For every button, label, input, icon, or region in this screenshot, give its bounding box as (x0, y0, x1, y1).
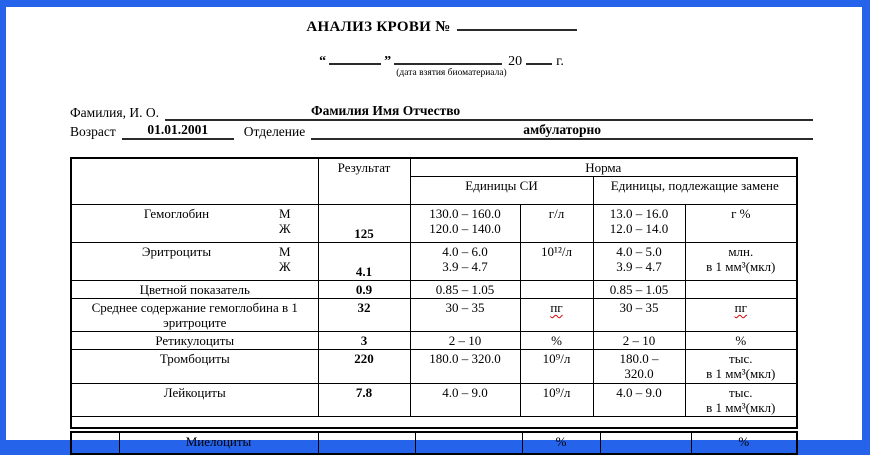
cell-result: 7.8 (318, 384, 410, 417)
cell-parameter: Среднее содержание гемоглобина в 1 эритроците (71, 299, 318, 332)
year-blank (526, 50, 552, 65)
cell-parameter: Лейкоциты (71, 384, 318, 417)
cell-replace-range: 4.0 – 9.0 (593, 384, 685, 417)
cell-parameter: Миелоциты (119, 432, 318, 454)
department-value: амбулаторно (523, 122, 602, 137)
cell-parameter: Тромбоциты (71, 350, 318, 384)
header-replace-units-cell: Единицы, подлежащие замене (593, 177, 797, 205)
cell-replace-unit: тыс. в 1 мм³(мкл) (685, 384, 797, 417)
parameter-line (74, 259, 316, 274)
cell-parameter: Ретикулоциты (71, 332, 318, 350)
cell-si-unit (520, 281, 593, 299)
cell-parameter: Цветной показатель (71, 281, 318, 299)
table-row (71, 299, 797, 332)
empty-spacer-row (71, 417, 797, 428)
date-caption: (дата взятия биоматериала) (396, 68, 507, 78)
cell-si-unit: 10¹²/л (520, 243, 593, 281)
table-row (71, 384, 797, 417)
differential-table (70, 431, 798, 455)
close-quote: ” (384, 54, 392, 69)
header-parameter-cell (71, 158, 318, 205)
cell-parameter (71, 243, 318, 281)
spellcheck-squiggle-text: пг (550, 300, 563, 315)
header-row-1 (71, 158, 797, 177)
patient-fields (70, 102, 813, 140)
parameter-name (74, 259, 279, 274)
open-quote: “ (319, 54, 327, 69)
cell-si-unit: 10⁹/л (520, 384, 593, 417)
cell-replace-range: 4.0 – 5.0 3.9 – 4.7 (593, 243, 685, 281)
form-page (6, 7, 862, 449)
age-department-row (70, 121, 813, 140)
cell-si-range: 4.0 – 9.0 (410, 384, 520, 417)
table-row (71, 281, 797, 299)
cell-si-unit (520, 299, 593, 332)
department-label: Отделение (243, 124, 306, 139)
blood-analysis-table (70, 157, 798, 429)
cell-replace-range: 13.0 – 16.0 12.0 – 14.0 (593, 205, 685, 243)
table-row (71, 205, 797, 243)
sex-label: Ж (279, 259, 291, 274)
cell-replace-unit (685, 281, 797, 299)
cell-si-range: 4.0 – 6.0 3.9 – 4.7 (410, 243, 520, 281)
name-label: Фамилия, И. О. (70, 105, 159, 120)
cell-si-range: 130.0 – 160.0 120.0 – 140.0 (410, 205, 520, 243)
cell-replace-unit (685, 299, 797, 332)
cell-si-range: 30 – 35 (410, 299, 520, 332)
cell-replace-range: 0.85 – 1.05 (593, 281, 685, 299)
parameter-line (74, 244, 316, 259)
header-si-units-cell: Единицы СИ (410, 177, 593, 205)
cell-replace-unit: млн. в 1 мм³(мкл) (685, 243, 797, 281)
cell-replace-range: 180.0 – 320.0 (593, 350, 685, 384)
form-title-row (70, 16, 813, 34)
cell-result (318, 432, 415, 454)
cell-replace-unit: г % (685, 205, 797, 243)
header-result-cell: Результат (318, 158, 410, 205)
name-value-line (165, 103, 813, 121)
parameter-name: Эритроциты (141, 244, 212, 259)
cell-result: 3 (318, 332, 410, 350)
cell-si-unit: г/л (520, 205, 593, 243)
parameter-name: Гемоглобин (143, 206, 210, 221)
sex-label: Ж (279, 221, 291, 236)
sex-label: М (279, 206, 291, 221)
parameter-name (74, 221, 279, 236)
table-row (71, 332, 797, 350)
cell-replace-unit: тыс. в 1 мм³(мкл) (685, 350, 797, 384)
cell-result: 220 (318, 350, 410, 384)
spellcheck-squiggle-text: пг (734, 300, 747, 315)
cell-replace-range (600, 432, 691, 454)
cell-si-range: 2 – 10 (410, 332, 520, 350)
cell-si-range (415, 432, 522, 454)
cell-si-unit: % (520, 332, 593, 350)
cell-replace-range: 2 – 10 (593, 332, 685, 350)
empty-spacer-cell (71, 417, 797, 428)
century-text: 20 (508, 54, 523, 69)
table-row (71, 350, 797, 384)
department-value-line (311, 122, 813, 140)
table-row (71, 432, 797, 454)
name-value: Фамилия Имя Отчество (310, 103, 461, 118)
month-blank (394, 50, 502, 65)
parameter-line (74, 221, 316, 236)
cell-result: 125 (318, 205, 410, 243)
cell-si-unit: % (522, 432, 600, 454)
cell-result: 4.1 (318, 243, 410, 281)
cell-si-range: 180.0 – 320.0 (410, 350, 520, 384)
year-suffix: г. (556, 54, 564, 69)
cell-replace-unit: % (685, 332, 797, 350)
parameter-line (74, 206, 316, 221)
cell-si-unit: 10⁹/л (520, 350, 593, 384)
cell-replace-range: 30 – 35 (593, 299, 685, 332)
header-norm-cell: Норма (410, 158, 797, 177)
cell-si-range: 0.85 – 1.05 (410, 281, 520, 299)
cell-result: 0.9 (318, 281, 410, 299)
form-title: АНАЛИЗ КРОВИ № (306, 19, 451, 35)
analysis-number-blank (457, 16, 577, 31)
name-field-row (70, 102, 813, 121)
cell-parameter (71, 205, 318, 243)
cell-result: 32 (318, 299, 410, 332)
date-row (70, 50, 813, 67)
age-label: Возраст (70, 124, 116, 139)
age-value: 01.01.2001 (122, 122, 234, 140)
cell-narrow (71, 432, 119, 454)
table-row (71, 243, 797, 281)
day-blank (329, 50, 381, 65)
sex-label: М (279, 244, 291, 259)
cell-replace-unit: % (691, 432, 797, 454)
